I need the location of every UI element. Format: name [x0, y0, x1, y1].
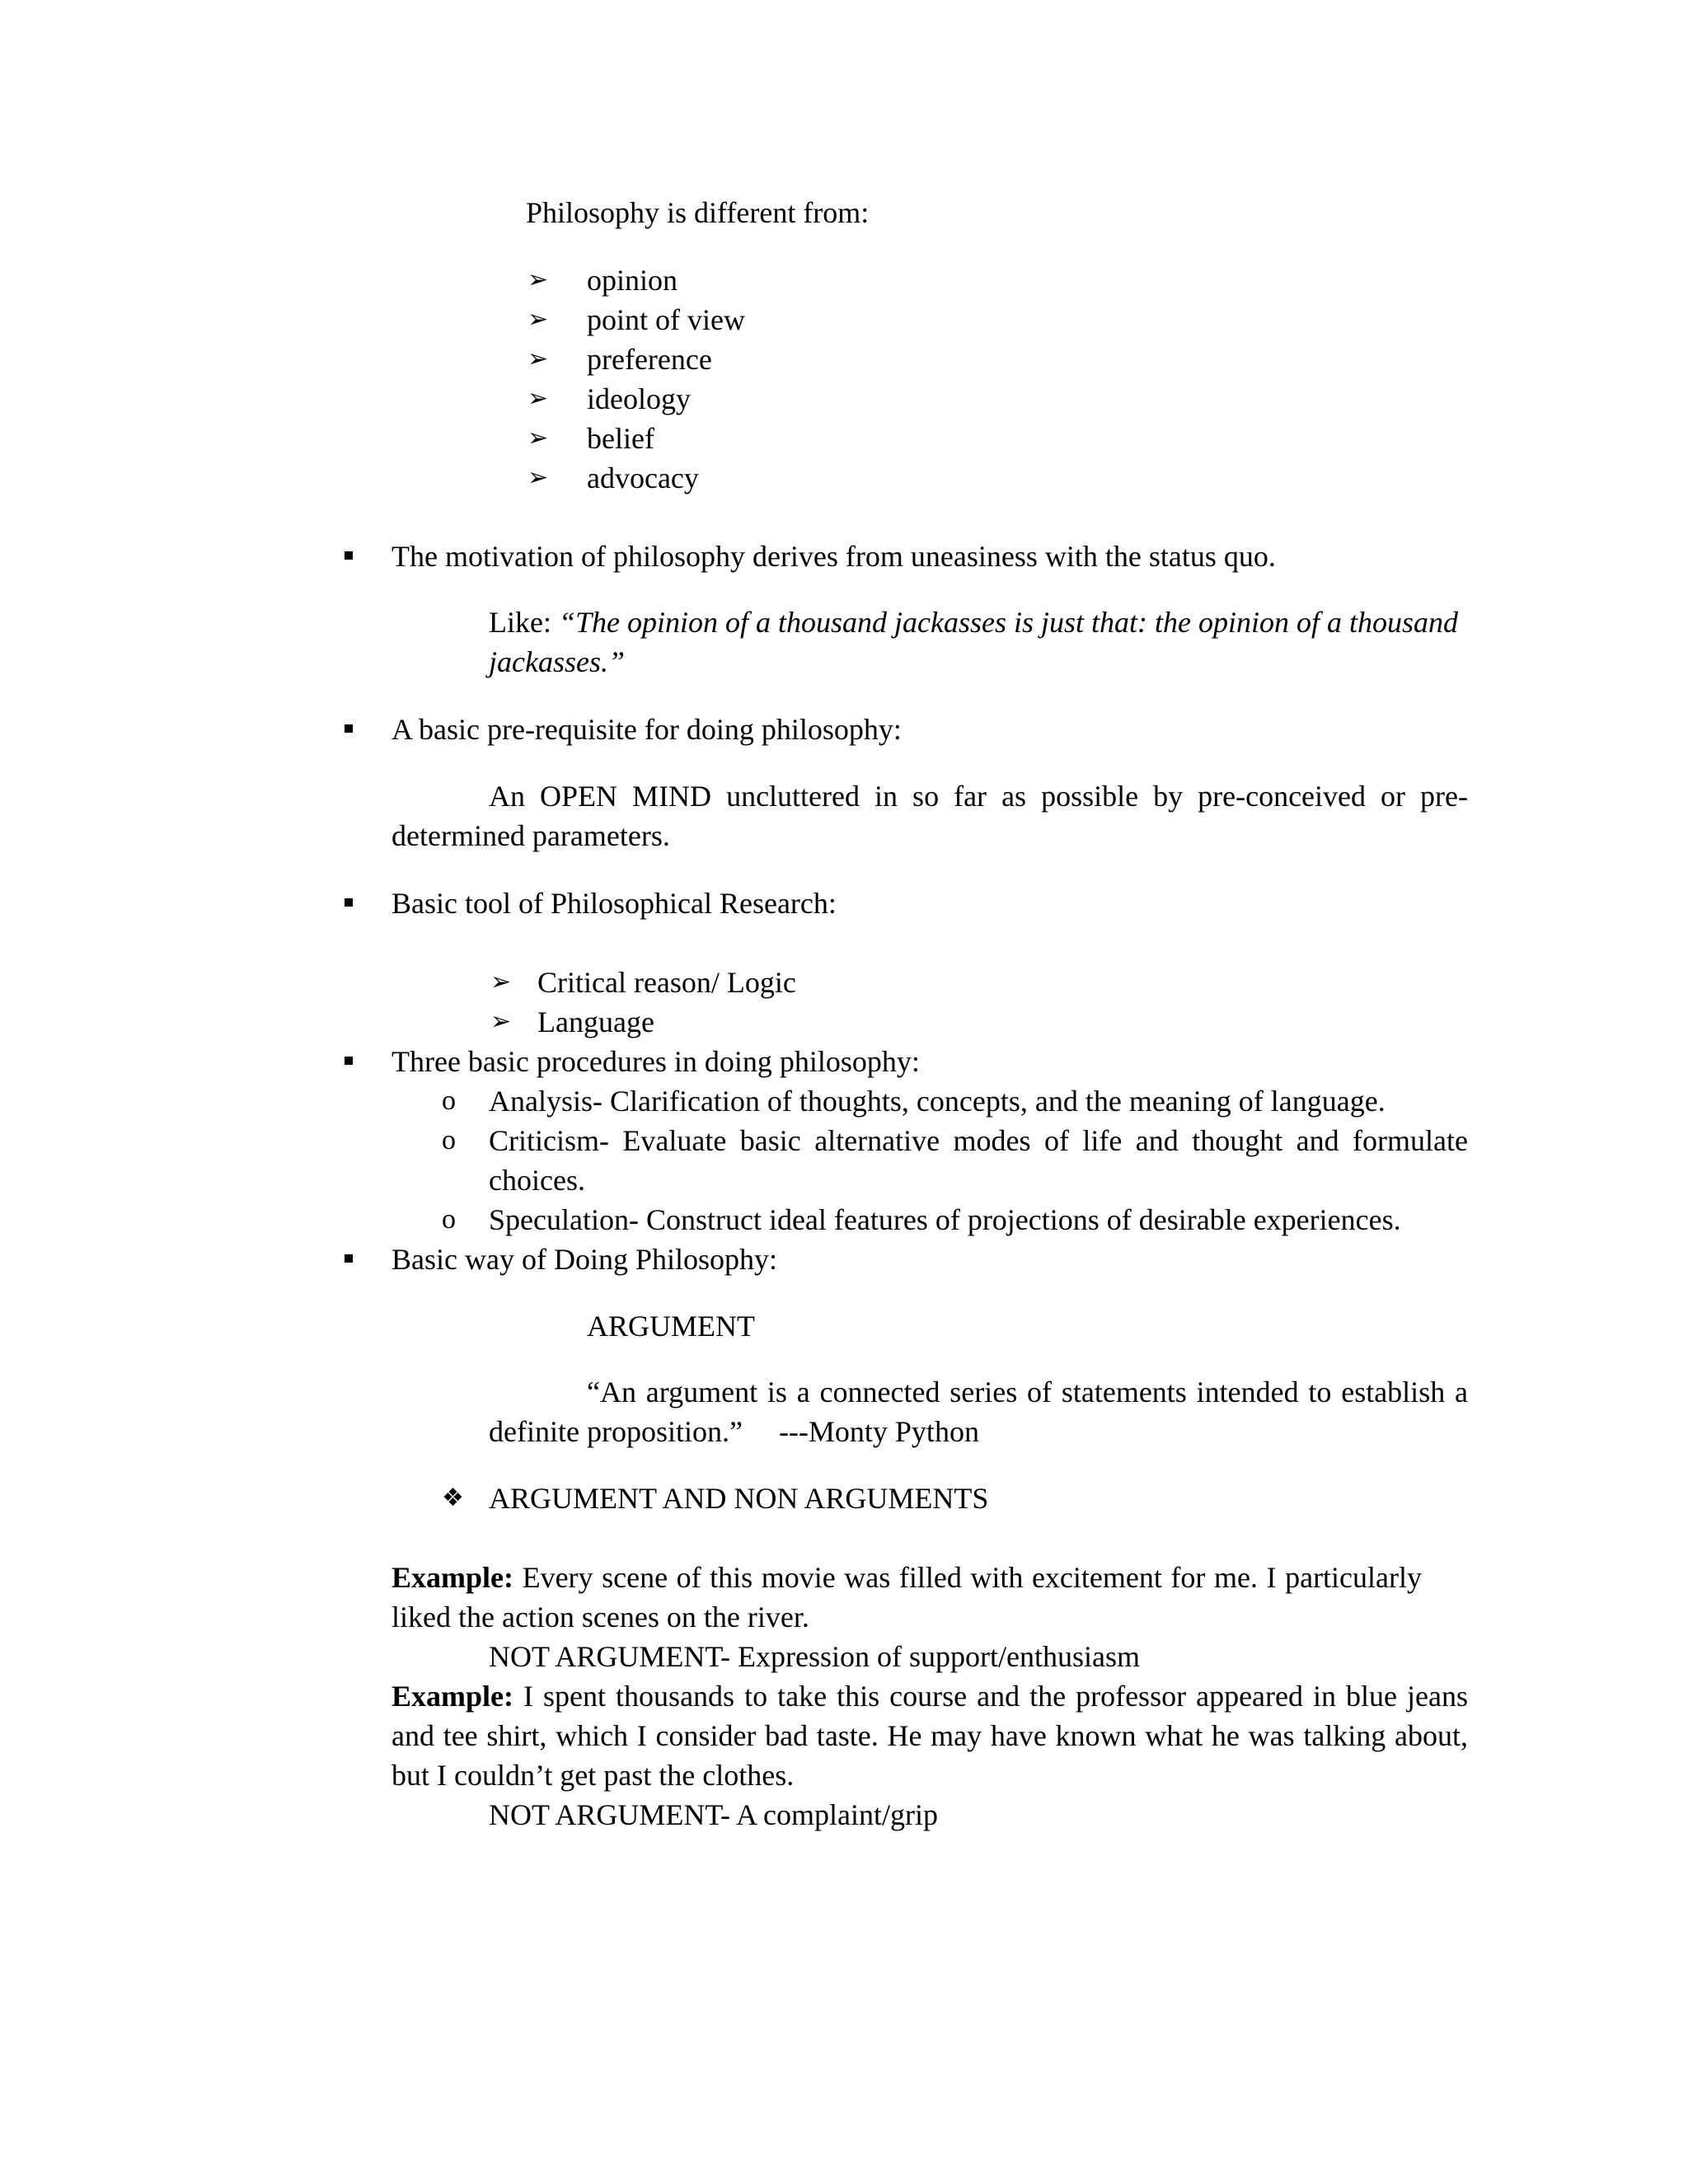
motivation-text: The motivation of philosophy derives from uneasiness with the status quo. — [392, 540, 1276, 573]
section-title: ARGUMENT AND NON ARGUMENTS — [489, 1482, 989, 1515]
arrow-bullet-icon: ➢ — [528, 424, 549, 452]
list-item: point of view — [587, 303, 745, 336]
prerequisite-body: An OPEN MIND uncluttered in so far as possible by pre-conceived or pre-determined parameters. — [392, 780, 1468, 852]
list-item: ideology — [587, 382, 691, 415]
diamond-bullet-icon: ❖ — [442, 1483, 464, 1512]
circle-bullet-icon: o — [442, 1204, 456, 1235]
arrow-bullet-icon: ➢ — [528, 265, 549, 294]
list-item: Speculation- Construct ideal features of projections of desirable experiences. — [489, 1203, 1401, 1236]
square-bullet-icon — [345, 1254, 353, 1263]
square-bullet-icon — [345, 1057, 353, 1065]
example-verdict: NOT ARGUMENT- Expression of support/enthusiasm — [489, 1640, 1140, 1673]
arrow-bullet-icon: ➢ — [528, 305, 549, 334]
list-item: advocacy — [587, 462, 699, 494]
example-label: Example: — [392, 1680, 513, 1713]
example-text: Every scene of this movie was filled with excitement for me. I particularly liked the action scenes on the river. — [392, 1561, 1423, 1633]
quote-line-1 — [489, 602, 1458, 642]
arrow-bullet-icon: ➢ — [528, 463, 549, 492]
example-label: Example: — [392, 1561, 513, 1594]
definition-quote: “An argument is a connected series of statements intended to establish a definite proposition.” — [489, 1376, 1468, 1448]
quote-line-2: jackasses.” — [489, 645, 625, 678]
quote-text: “The opinion of a thousand jackasses is just that: the opinion of a thousand — [558, 606, 1459, 639]
intro-heading: Philosophy is different from: — [526, 196, 870, 229]
way-text: Basic way of Doing Philosophy: — [392, 1243, 777, 1276]
circle-bullet-icon: o — [442, 1125, 456, 1155]
tools-text: Basic tool of Philosophical Research: — [392, 887, 837, 920]
arrow-bullet-icon: ➢ — [528, 384, 549, 413]
list-item: preference — [587, 343, 712, 376]
arrow-bullet-icon: ➢ — [490, 968, 512, 996]
prerequisite-text: A basic pre-requisite for doing philosophy: — [392, 713, 902, 746]
circle-bullet-icon: o — [442, 1085, 456, 1116]
example-1 — [392, 1558, 1422, 1637]
attribution: ---Monty Python — [778, 1415, 979, 1448]
list-item: Language — [537, 1005, 654, 1038]
list-item: Criticism- Evaluate basic alternative modes of life and thought and formulate choices. — [489, 1124, 1468, 1197]
square-bullet-icon — [345, 724, 353, 733]
square-bullet-icon — [345, 551, 353, 560]
example-verdict: NOT ARGUMENT- A complaint/grip — [489, 1798, 939, 1831]
square-bullet-icon — [345, 898, 353, 907]
example-2 — [392, 1676, 1468, 1795]
argument-term: ARGUMENT — [587, 1310, 755, 1343]
like-label: Like: — [489, 606, 551, 639]
list-item: opinion — [587, 264, 678, 297]
argument-definition — [489, 1372, 1468, 1451]
arrow-bullet-icon: ➢ — [528, 344, 549, 373]
list-item: Critical reason/ Logic — [537, 966, 796, 999]
list-item: belief — [587, 422, 654, 455]
example-text: I spent thousands to take this course and the professor appeared in blue jeans and tee shirt, which I consider bad taste. He may have known what he was talking about, but I couldn’t get past the clothes. — [392, 1680, 1469, 1792]
procedures-text: Three basic procedures in doing philosophy: — [392, 1045, 920, 1078]
list-item: Analysis- Clarification of thoughts, concepts, and the meaning of language. — [489, 1085, 1386, 1118]
arrow-bullet-icon: ➢ — [490, 1007, 512, 1036]
